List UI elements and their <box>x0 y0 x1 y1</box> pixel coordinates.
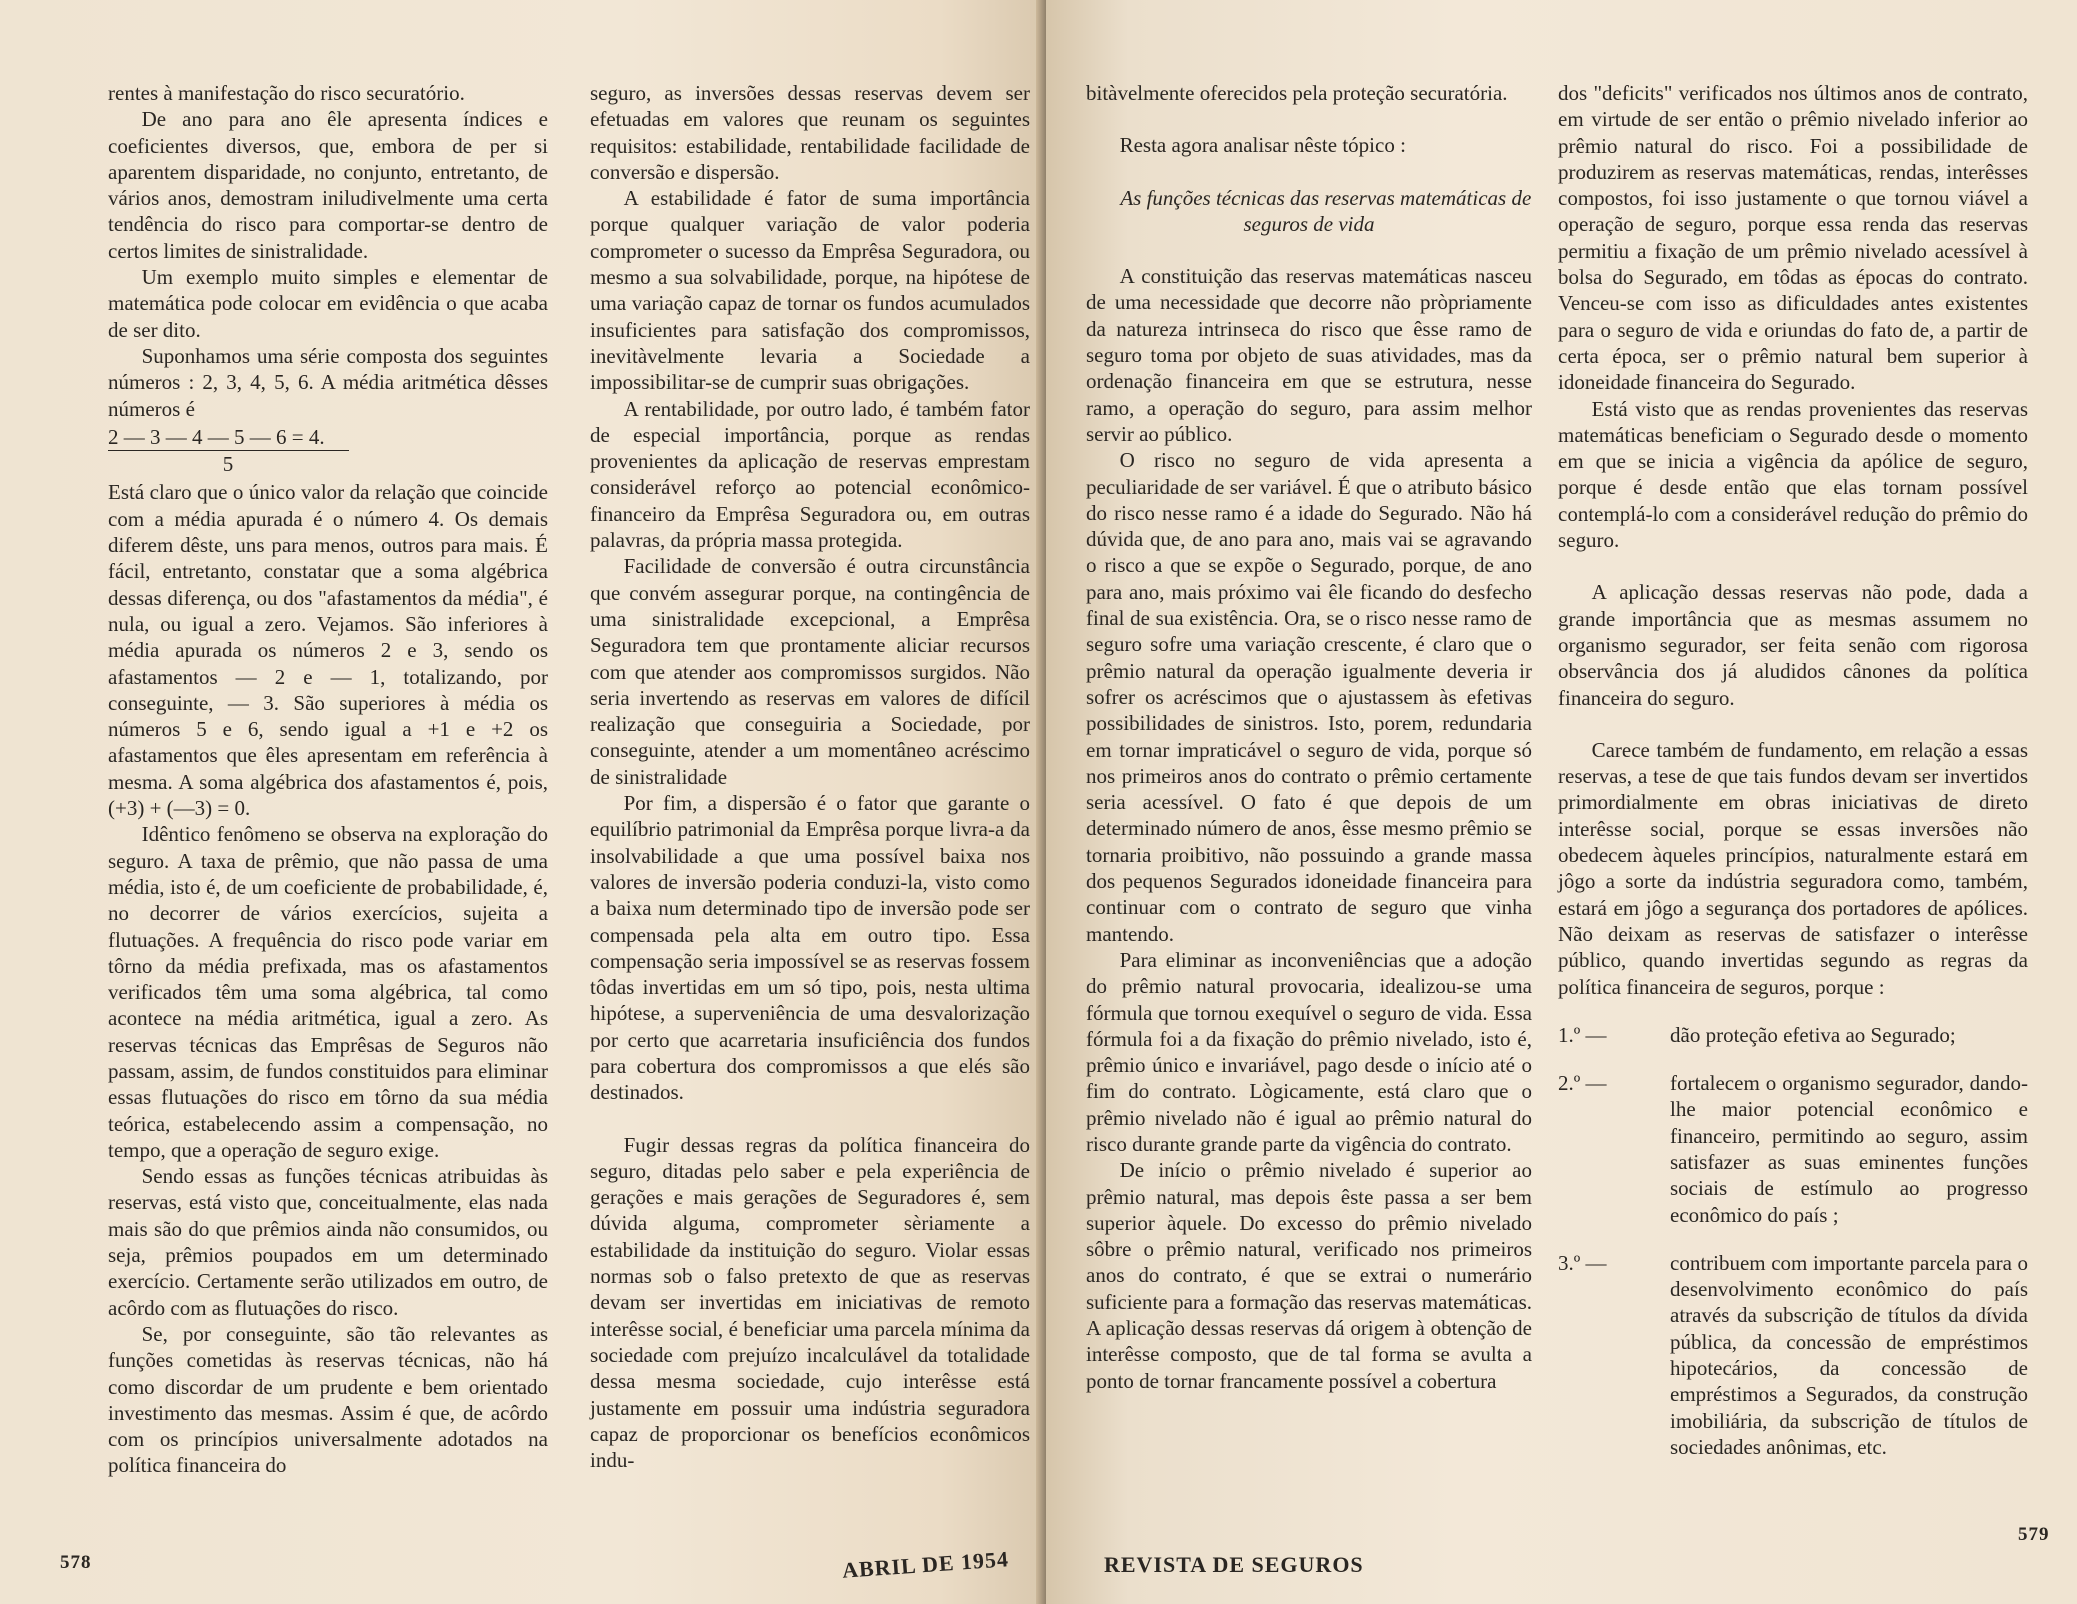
paragraph: Resta agora analisar nêste tópico : <box>1119 133 1406 158</box>
paragraph: bitàvelmente oferecidos pela proteção securatória. <box>1086 81 1508 105</box>
paragraph: dos "deficits" verificados nos últimos anos de contrato, em virtude de ser então o prêmio nivelado inferior ao prêmio natural do risco. Foi a possibilidade de produzirem as reservas matemáticas, rendas, interêsses compostos, foi isso justamente o que tornou viável a operação de seguro, porque essa renda das reservas permitiu a fixação de um prêmio nivelado acessível à bolsa do Segurado, em tôdas as épocas do contrato. Venceu-se com isso as dificuldades antes existentes para o seguro de vida e oriundas do fato de, a partir de certa época, ser o prêmio natural bem superior à idoneidade financeira do Segurado. <box>1558 81 2028 395</box>
footer-date: ABRIL DE 1954 <box>841 1546 1010 1583</box>
paragraph: Um exemplo muito simples e elementar de matemática pode colocar em evidência o que acaba de ser dito. <box>108 265 548 342</box>
paragraph: De início o prêmio nivelado é superior ao prêmio natural, mas depois êste passa a ser bem superior àquele. Do excesso do prêmio nivelado sôbre o prêmio natural, verificado nos primeiros anos do contrato, é que se extrai o numerário suficiente para a formação das reservas matemáticas. A aplicação dessas reservas dá origem à obtenção de interêsse composto, que de tal forma se avulta a ponto de tornar francamente possível a cobertura <box>1086 1158 1532 1393</box>
paragraph: Idêntico fenômeno se observa na exploração do seguro. A taxa de prêmio, que não passa de uma média, isto é, de um coeficiente de probabilidade, é, no decorrer de vários exercícios, sujeita a flutuações. A frequência do risco pode variar em tôrno da média prefixada, mas os afastamentos verificados têm uma soma algébrica, tal como acontece na média aritmética, igual a zero. As reservas técnicas das Emprêsas de Seguros não passam, assim, de fundos constituidos para eliminar essas flutuações do risco em tôrno da sua média teórica, estabelecendo assim a compensação, no tempo, que a operação de seguro exige. <box>108 822 548 1162</box>
list-marker: 3.º — <box>1558 1250 1607 1275</box>
paragraph: Se, por conseguinte, são tão relevantes as funções cometidas às reservas técnicas, não há como discordar de um prudente e bem orientado investimento das mesmas. Assim é que, de acôrdo com os princípios universalmente adotados na política financeira do <box>108 1321 548 1478</box>
paragraph: Facilidade de conversão é outra circunstância que convém assegurar porque, na contingência de uma sinistralidade excepcional, a Emprêsa Seguradora tem que prontamente aliciar recursos com que atender aos compromissos surgidos. Não seria invertendo as reservas em valores de difícil realização que conseguiria a Sociedade, por conseguinte, atender a um momentâneo acréscimo de sinistralidade <box>590 554 1030 789</box>
formula-numerator: 2 — 3 — 4 — 5 — 6 = 4. <box>108 424 349 451</box>
footer-magazine-title: REVISTA DE SEGUROS <box>1104 1552 1364 1577</box>
paragraph: A estabilidade é fator de suma importância porque qualquer variação de valor poderia comprometer o sucesso da Emprêsa Seguradora, ou mesmo a sua solvabilidade, porque, na hipótese de uma variação capaz de tornar os fundos acumulados insuficientes para satisfação dos compromissos, inevitàvelmente levaria a Sociedade a impossibilitar-se de cumprir suas obrigações. <box>590 186 1030 395</box>
paragraph: Por fim, a dispersão é o fator que garante o equilíbrio patrimonial da Emprêsa porque livra-a da insolvabilidade a que uma possível baixa nos valores de inversão poderia conduzi-la, visto como a baixa num determinado tipo de inversão pode ser compensada pela alta em outro tipo. Essa compensação seria impossível se as reservas fossem tôdas invertidas em um só tipo, pois, nesta ultima hipótese, a superveniência de uma desvalorização por certo que acarretaria insuficiência dos fundos para cobertura dos compromissos a que elés são destinados. <box>590 791 1030 1105</box>
left-page-column-2 <box>590 80 1030 1473</box>
paragraph: Suponhamos uma série composta dos seguintes números : 2, 3, 4, 5, 6. A média aritmética dêsses números é <box>108 343 548 421</box>
list-item-text: dão proteção efetiva ao Segurado; <box>1670 1022 1956 1047</box>
paragraph: Está visto que as rendas provenientes das reservas matemáticas beneficiam o Segurado desde o momento em que se inicia a vigência da apólice de seguro, porque é desde então que elas tornam possível contemplá-lo com a considerável redução do prêmio do seguro. <box>1558 396 2028 553</box>
paragraph: Está claro que o único valor da relação que coincide com a média apurada é o número 4. Os demais diferem dêste, uns para menos, outros para mais. É fácil, entretanto, constatar que a soma algébrica dessas diferença, ou dos "afastamentos da média", é nula, ou igual a zero. Vejamos. São inferiores à média apurada os números 2 e 3, sendo os afastamentos — 2 e — 1, totalizando, por conseguinte, — 3. São superiores à média os números 5 e 6, sendo igual a +1 e +2 os afastamentos que êles apresentam em referência à mesma. A soma algébrica dos afastamentos é, pois, (+3) + (—3) = 0. <box>108 480 548 821</box>
right-page-column-1 <box>1086 80 1532 1394</box>
paragraph: A constituição das reservas matemáticas nasceu de uma necessidade que decorre não pròpriamente da natureza intrinseca do risco que êsse ramo de seguro toma por objeto de suas atividades, mas da ordenação financeira em que se estrutura, nesse ramo, a operação do seguro, para assim melhor servir ao público. <box>1086 264 1532 446</box>
left-page-column-1 <box>108 80 548 1479</box>
page-number: 578 <box>60 1552 92 1573</box>
list-item-text: contribuem com importante parcela para o desenvolvimento econômico do país através da subscrição de títulos da dívida pública, da concessão de empréstimos hipotecários, da concessão de empréstimos a Segurados, da construção imobiliária, da subscrição de títulos de sociedades anônimas, etc. <box>1670 1250 2028 1459</box>
page-number: 579 <box>2018 1524 2050 1545</box>
right-page <box>1046 0 2077 1604</box>
paragraph: Para eliminar as inconveniências que a adoção do prêmio natural provocaria, idealizou-se uma fórmula que tornou exequível o seguro de vida. Essa fórmula foi a da fixação do prêmio nivelado, isto é, prêmio único e invariável, pago desde o início até o fim do contrato. Lògicamente, está claro que o prêmio nivelado não é igual ao prêmio natural do risco durante grande parte da vigência do contrato. <box>1086 947 1532 1156</box>
list-item-text: fortalecem o organismo segurador, dando-lhe maior potencial econômico e financeiro, permitindo ao seguro, assim satisfazer as suas eminentes funções sociais de estímulo ao progresso econômico do país ; <box>1670 1071 2028 1227</box>
average-formula <box>108 424 548 478</box>
list-item <box>1558 1250 2028 1460</box>
paragraph: O risco no seguro de vida apresenta a peculiaridade de ser variável. É que o atributo básico do risco nesse ramo é a idade do Segurado. Não há dúvida que, de ano para ano, mais vai se agravando o risco a que se expõe o Segurado, porque, de ano para ano, mais próximo vai êle ficando do desfecho final de sua existência. Ora, se o risco nesse ramo de seguro sofre uma variação crescente, é claro que o prêmio natural da operação igualmente deveria ir sofrer os acréscimos que o ajustassem às efetivas possibilidades de sinistros. Isto, porem, redundaria em tornar impraticável o seguro de vida, porque só nos primeiros anos do contrato o prêmio certamente seria acessível. O fato é que depois de um determinado número de anos, êsse mesmo prêmio se tornaria proibitivo, não possuindo a grande massa dos pequenos Segurados idoneidade financeira para continuar com o contrato de seguro que vinha mantendo. <box>1086 448 1532 946</box>
list-marker: 2.º — <box>1558 1071 1607 1096</box>
paragraph: Fugir dessas regras da política financeira do seguro, ditadas pelo saber e pela experiência de gerações e mais gerações de Seguradores é, sem dúvida alguma, comprometer sèriamente a estabilidade da instituição do seguro. Violar essas normas sob o falso pretexto de que as reservas devam ser invertidas em iniciativas de remoto interêsse social, é beneficiar uma parcela mínima da sociedade com prejuízo incalculável da totalidade dessa mesma sociedade, cujo interêsse está justamente em possuir uma indústria seguradora capaz de proporcionar os benefícios econômicos indu- <box>590 1132 1030 1473</box>
paragraph: Sendo essas as funções técnicas atribuidas às reservas, está visto que, conceitualmente, elas nada mais são do que prêmios ainda não consumidos, ou seja, prêmios poupados em um determinado exercício. Certamente serão utilizados em outro, de acôrdo com as flutuações do risco. <box>108 1164 548 1320</box>
formula-denominator: 5 <box>222 452 234 477</box>
paragraph: A aplicação dessas reservas não pode, dada a grande importância que as mesmas assumem no organismo segurador, ser feita senão com rigorosa observância dos já aludidos cânones da política financeira do seguro. <box>1558 580 2028 710</box>
list-item <box>1558 1022 2028 1048</box>
list-item <box>1558 1070 2028 1228</box>
list-marker: 1.º — <box>1558 1022 1607 1047</box>
paragraph: Carece também de fundamento, em relação a essas reservas, a tese de que tais fundos devam ser invertidos primordialmente em obras iniciativas de direto interêsse social, porque se essas inversões não obedecem àqueles princípios, naturalmente estará em jôgo a sorte da indústria seguradora como, também, estará em jôgo a segurança dos portadores de apólices. Não deixam as reservas de satisfazer o interêsse público, quando invertidas segundo as regras da política financeira de seguros, porque : <box>1558 737 2028 999</box>
paragraph: seguro, as inversões dessas reservas devem ser efetuadas em valores que reunam os seguintes requisitos: estabilidade, rentabilidade facilidade de conversão e dispersão. <box>590 81 1030 184</box>
paragraph: rentes à manifestação do risco securatório. <box>108 81 465 105</box>
right-page-column-2 <box>1558 80 2028 1460</box>
paragraph: De ano para ano êle apresenta índices e coeficientes diversos, que, embora de per si aparentem disparidade, no conjunto, entretanto, de vários anos, demostram iniludivelmente uma certa tendência do risco para comportar-se dentro de certos limites de sinistralidade. <box>108 107 548 263</box>
paragraph: A rentabilidade, por outro lado, é também fator de especial importância, porque as rendas provenientes da aplicação de reservas emprestam considerável reforço ao potencial econômico-financeiro da Emprêsa Seguradora ou, em outras palavras, da própria massa protegida. <box>590 396 1030 553</box>
section-heading: As funções técnicas das reservas matemáticas de seguros de vida <box>1120 185 1532 236</box>
